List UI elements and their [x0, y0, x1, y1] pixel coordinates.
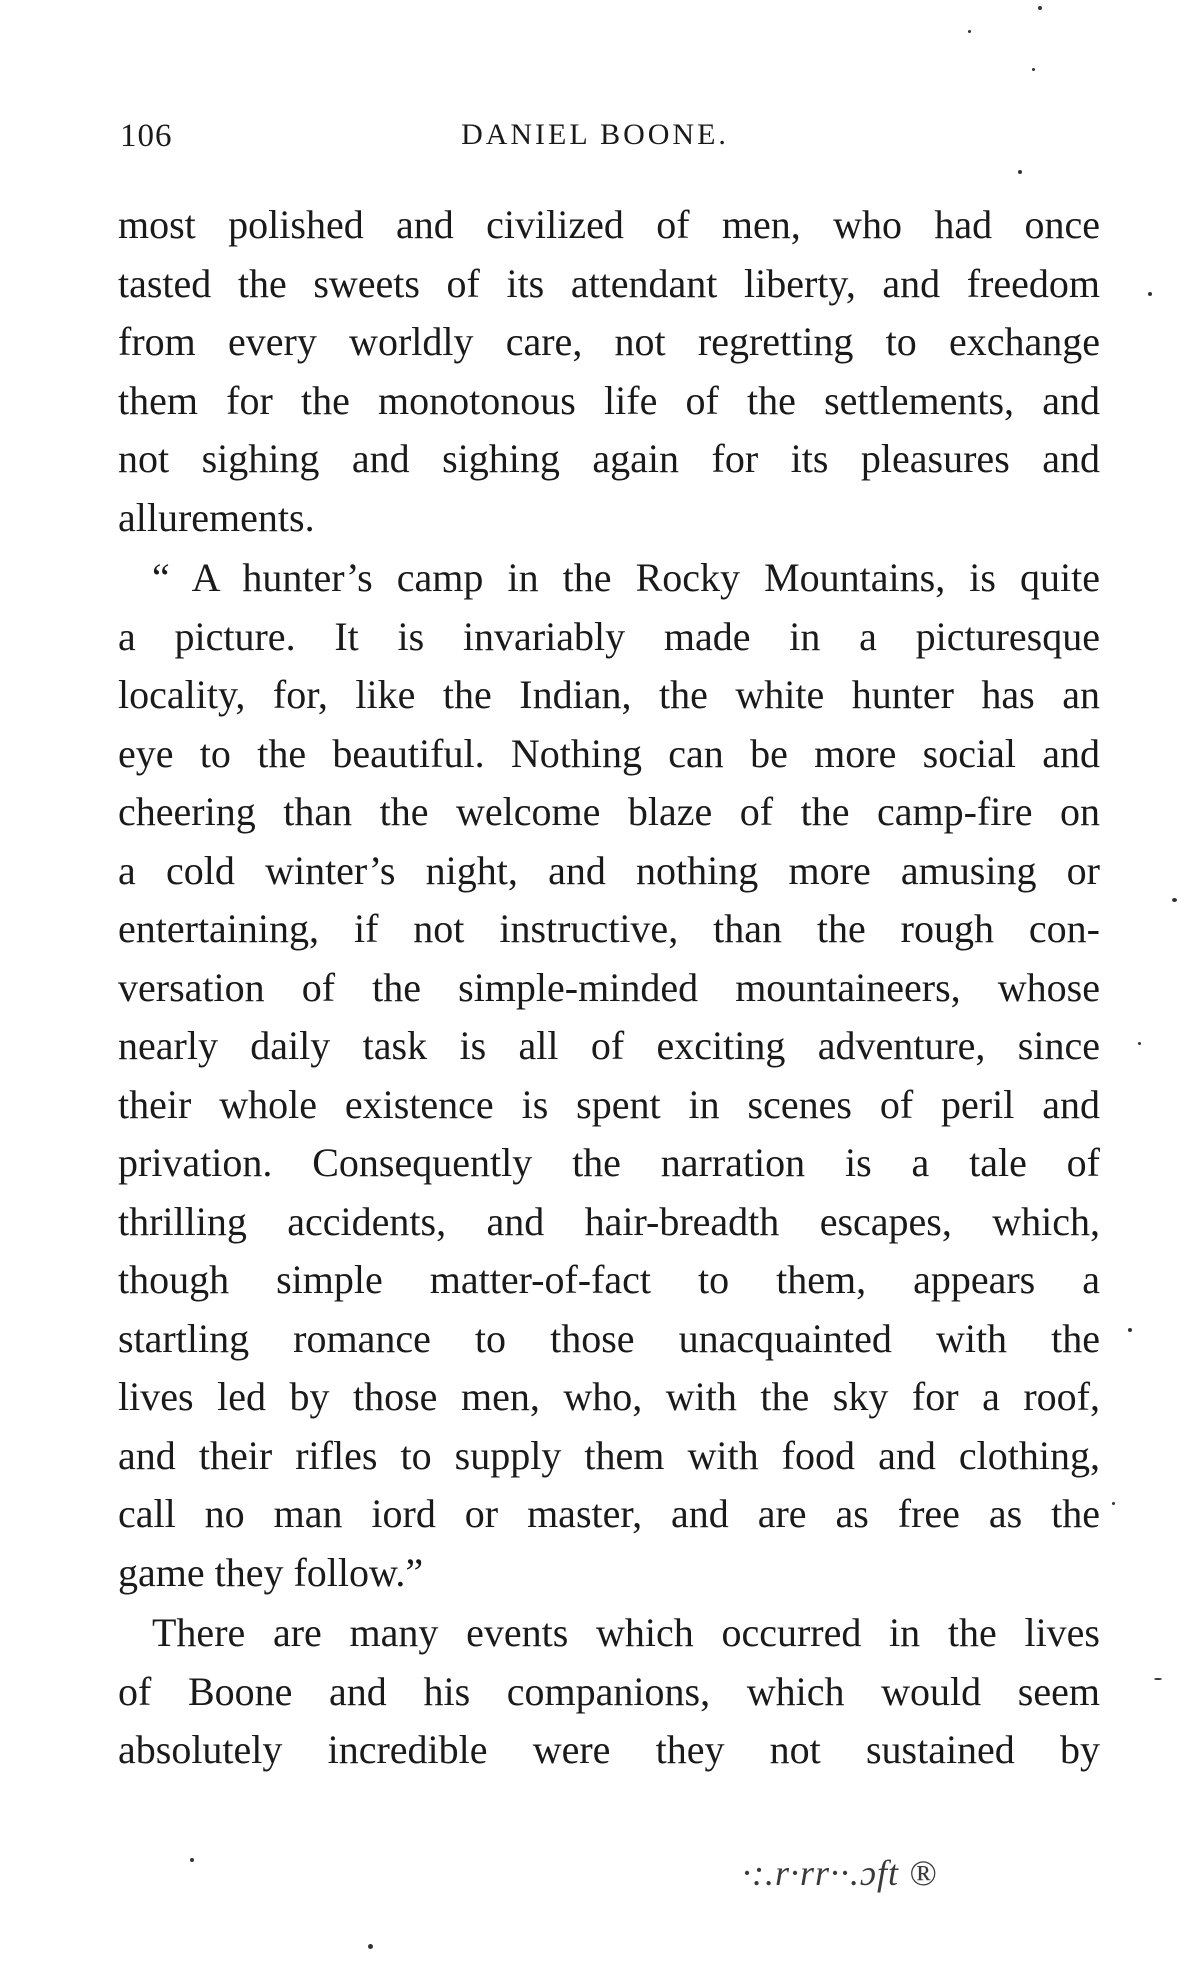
text-line: “ A hunter’s camp in the Rocky Mountains, is quite — [152, 555, 1100, 600]
text-line: There are many events which occurred in the lives — [152, 1610, 1100, 1655]
running-title: DANIEL BOONE. — [461, 118, 729, 151]
scan-speck — [1112, 1502, 1115, 1505]
page-number: 106 — [120, 118, 173, 154]
scan-speck — [1018, 170, 1022, 174]
text-line: call no man iord or master, and are as free as the — [118, 1491, 1100, 1536]
scan-speck — [968, 30, 971, 33]
text-line: entertaining, if not instructive, than the rough con- — [118, 906, 1100, 951]
text-line: tasted the sweets of its attendant liberty, and freedom — [118, 260, 1100, 306]
running-head — [120, 118, 1070, 168]
paragraph-2 — [118, 549, 1100, 1602]
scan-speck — [190, 1858, 194, 1862]
scan-speck — [1138, 1042, 1141, 1045]
paragraph-3 — [118, 1604, 1100, 1780]
scan-speck — [1172, 898, 1177, 902]
text-line: lives led by those men, who, with the sky for a roof, — [118, 1374, 1100, 1419]
text-line: though simple matter-of-fact to them, appears a — [118, 1257, 1100, 1302]
scan-speck — [1038, 6, 1042, 10]
text-line: a cold winter’s night, and nothing more amusing or — [118, 847, 1100, 893]
text-line: privation. Consequently the narration is a tale of — [118, 1140, 1100, 1185]
digitized-watermark: ·:.r·rr··.ɔft ® — [742, 1853, 938, 1893]
text-line: not sighing and sighing again for its pleasures and — [118, 436, 1100, 481]
scan-speck — [368, 1944, 373, 1949]
text-line: nearly daily task is all of exciting adventure, since — [118, 1023, 1100, 1068]
text-line: their whole existence is spent in scenes of peril and — [118, 1081, 1100, 1127]
text-line: from every worldly care, not regretting to exchange — [118, 319, 1100, 364]
text-line: startling romance to those unacquainted with the — [118, 1315, 1100, 1361]
text-body — [118, 196, 1100, 1780]
text-line: thrilling accidents, and hair-breadth escapes, which, — [118, 1198, 1100, 1244]
scan-speck — [1032, 68, 1035, 71]
text-line: most polished and civilized of men, who had once — [118, 202, 1100, 247]
text-line: a picture. It is invariably made in a picturesque — [118, 613, 1100, 659]
scan-speck — [1148, 292, 1152, 296]
text-line: eye to the beautiful. Nothing can be more social and — [118, 730, 1100, 776]
paragraph-1 — [118, 196, 1100, 547]
text-line: versation of the simple-minded mountaineers, whose — [118, 964, 1100, 1010]
text-line: cheering than the welcome blaze of the camp-fire on — [118, 789, 1100, 834]
text-line: of Boone and his companions, which would seem — [118, 1668, 1100, 1714]
text-line: them for the monotonous life of the settlements, and — [118, 377, 1100, 423]
text-line: game they follow.” — [118, 1549, 424, 1595]
text-line: allurements. — [118, 494, 315, 540]
scan-speck — [1128, 1328, 1132, 1332]
text-line: locality, for, like the Indian, the white hunter has an — [118, 672, 1100, 717]
text-line: absolutely incredible were they not sustained by — [118, 1727, 1100, 1772]
scan-speck — [1154, 1678, 1162, 1680]
text-line: and their rifles to supply them with food and clothing, — [118, 1432, 1100, 1478]
